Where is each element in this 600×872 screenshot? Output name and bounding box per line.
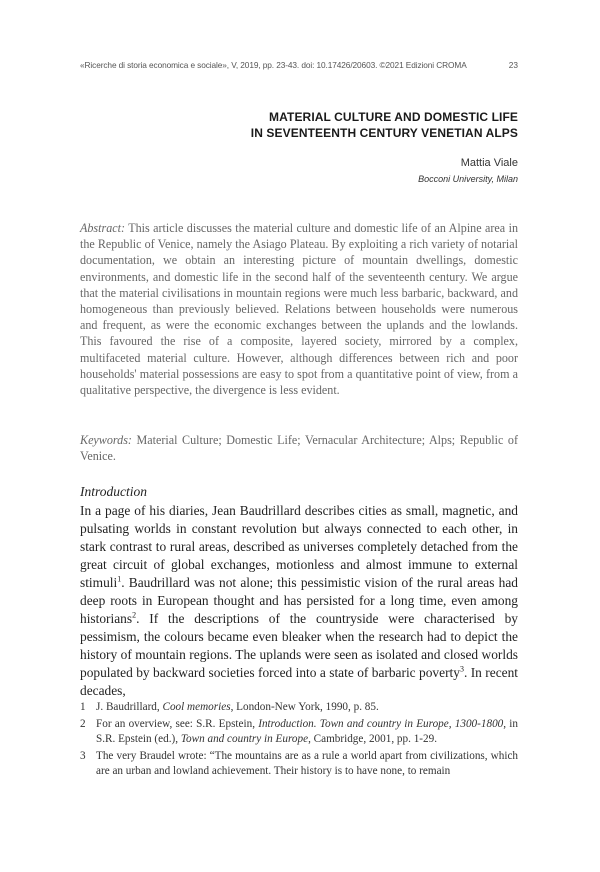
footnote-1 — [80, 700, 518, 716]
footnote-title: Introduction. Town and country in Europe, 1300-1800 — [258, 717, 504, 730]
running-header — [80, 60, 518, 70]
abstract — [80, 220, 518, 398]
author-name: Mattia Viale — [460, 157, 518, 169]
footnote-text: The very Braudel wrote: “The mountains are as a rule a world apart from civilizations, which are an urban and lowland achievement. Their history is to have none, to remain — [96, 749, 518, 777]
footnote-number: 3 — [80, 749, 86, 762]
footnote-number: 1 — [80, 701, 86, 713]
footnote-ref-2[interactable]: 2 — [132, 610, 137, 620]
keywords-text: Material Culture; Domestic Life; Vernacular Architecture; Alps; Republic of Venice. — [80, 433, 518, 464]
abstract-text: This article discusses the material culture and domestic life of an Alpine area in the Republic of Venice, namely the Asiago Plateau. By exploiting a rich variety of notarial documentation, we obtain an interesting picture of mountain dwellings, domestic environments, and domestic life in the second half of the seventeenth century. We argue that the material civilisations in mountain regions were much less barbaric, backward, and homogeneous than previously believed. Relations between households were numerous and frequent, as were the economic exchanges between the uplands and the lowlands. This favoured the rise of a composite, layered society, mirrored by a complex, multifaceted material culture. However, although differences between rich and poor households' material possessions are easy to spot from a quantitative point of view, from a qualitative perspective, the divergence is less evident. — [80, 221, 518, 398]
abstract-label: Abstract: — [80, 221, 126, 235]
footnote-2 — [80, 717, 518, 748]
article-title — [98, 109, 518, 141]
footnote-ref-3[interactable]: 3 — [459, 664, 464, 674]
footnote-text: , Cambridge, 2001, pp. 1-29. — [308, 733, 438, 745]
page-number: 23 — [508, 60, 518, 70]
title-line-1: MATERIAL CULTURE AND DOMESTIC LIFE — [269, 110, 518, 124]
keywords — [80, 432, 518, 464]
footnote-3 — [80, 749, 518, 780]
keywords-label: Keywords: — [80, 433, 132, 447]
footnote-number: 2 — [80, 717, 86, 730]
footnotes — [80, 700, 518, 781]
footnote-text: , London-New York, 1990, p. 85. — [230, 701, 379, 713]
footnote-text: For an overview, see: S.R. Epstein, — [96, 717, 259, 730]
footnote-text: , in S.R. Epstein (ed.), — [96, 717, 519, 745]
introduction-paragraph — [80, 502, 518, 700]
intro-text-2: . Baudrillard was not alone; this pessimistic vision of the rural areas had deep roots in European thought and has persisted for a long time, even among historians — [80, 575, 518, 626]
intro-text-4: . In recent decades, — [80, 665, 518, 698]
footnote-ref-1[interactable]: 1 — [117, 574, 122, 584]
journal-citation: «Ricerche di storia economica e sociale», V, 2019, pp. 23-43. doi: 10.17426/20603. ©2021 Edizioni CROMA — [80, 60, 467, 70]
footnote-title: Cool memories — [162, 701, 231, 713]
title-line-2: IN SEVENTEENTH CENTURY VENETIAN ALPS — [250, 126, 518, 140]
footnote-title: Town and country in Europe — [180, 733, 309, 745]
author-affiliation: Bocconi University, Milan — [418, 174, 518, 184]
intro-text-3: . If the descriptions of the countryside were characterised by pessimism, the colours became even bleaker when the research had to depict the history of mountain regions. The uplands were seen as isolated and closed worlds populated by backward societies forced into a state of barbaric poverty — [80, 611, 518, 680]
section-heading-introduction: Introduction — [80, 484, 147, 499]
intro-text-1: In a page of his diaries, Jean Baudrillard describes cities as small, magnetic, and pulsating worlds in constant revolution but always connected to each other, in stark contrast to rural areas, described as universes completely detached from the great circuit of global exchanges, motionless and almost immune to external stimuli — [80, 503, 518, 590]
footnote-text: J. Baudrillard, — [96, 701, 163, 713]
